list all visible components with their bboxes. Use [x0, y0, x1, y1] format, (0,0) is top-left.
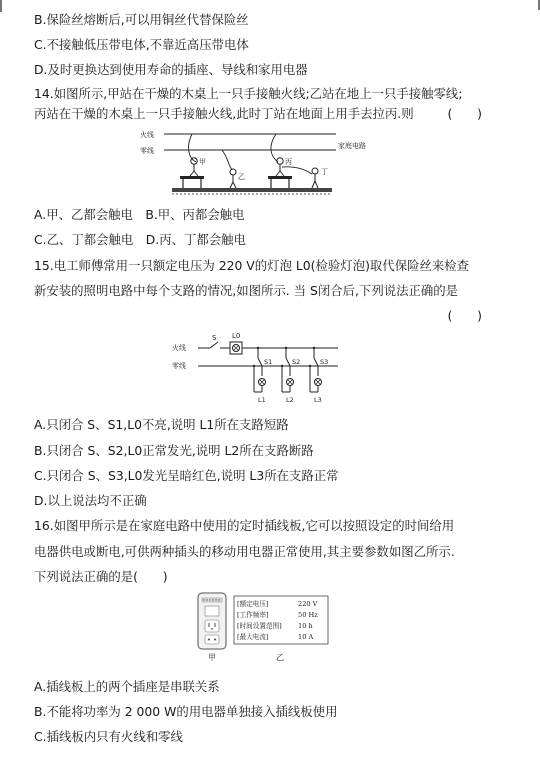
q15-switch-s1: S1: [264, 358, 273, 366]
q15-branch-2: [281, 347, 300, 404]
param-time-name: [时间设置范围]: [237, 622, 282, 630]
q15-branch-3: [309, 347, 328, 404]
prev-option-b: B.保险丝熔断后,可以用铜丝代替保险丝: [34, 12, 249, 27]
q14-circuit-label: 家庭电路: [338, 142, 366, 150]
q14-person-bing: 丙: [285, 158, 292, 166]
power-strip-icon: [198, 593, 226, 649]
param-frequency-name: [工作频率]: [237, 611, 269, 619]
q15-option-a: A.只闭合 S、S1,L0不亮,说明 L1所在支路短路: [34, 417, 289, 432]
prev-option-c: C.不接触低压带电体,不靠近高压带电体: [34, 37, 249, 52]
q16-option-c: C.插线板内只有火线和零线: [34, 729, 183, 744]
q16-label-yi: 乙: [276, 653, 284, 662]
param-voltage-value: 220 V: [298, 600, 318, 608]
q14-options-cd: C.乙、丁都会触电 D.丙、丁都会触电: [34, 232, 246, 247]
q15-lamp-l2: L2: [286, 396, 294, 404]
q16-option-a: A.插线板上的两个插座是串联关系: [34, 679, 220, 694]
q16-stem-line3: 下列说法正确的是( ): [34, 569, 168, 584]
page-corner-mark: [0, 0, 2, 12]
param-time-value: 10 h: [298, 622, 313, 630]
q16-stem-line2: 电器供电或断电,可供两种插头的移动用电器正常使用,其主要参数如图乙所示.: [34, 544, 455, 559]
q16-option-b: B.不能将功率为 2 000 W的用电器单独接入插线板使用: [34, 704, 338, 719]
q15-live-label: 火线: [172, 344, 186, 352]
q15-switch-s2: S2: [292, 358, 301, 366]
q15-switch-s3: S3: [320, 358, 329, 366]
q14-person-yi: 乙: [238, 173, 245, 181]
q15-stem-line2: 新安装的照明电路中每个支路的情况,如图所示. 当 S闭合后,下列说法正确的是: [34, 283, 459, 298]
q14-live-label: 火线: [140, 131, 154, 139]
q14-neutral-label: 零线: [140, 147, 154, 155]
q14-options-ab: A.甲、乙都会触电 B.甲、丙都会触电: [34, 207, 245, 222]
q15-answer-paren: ( ): [447, 308, 482, 323]
q15-stem-line1: 15.电工师傅常用一只额定电压为 220 V的灯泡 L0(检验灯泡)取代保险丝来检查: [34, 258, 470, 273]
q16-figure: [190, 590, 340, 662]
q15-option-d: D.以上说法均不正确: [34, 493, 147, 508]
q15-option-b: B.只闭合 S、S2,L0正常发光,说明 L2所在支路断路: [34, 443, 314, 458]
q15-branch-1: [253, 347, 272, 404]
q16-stem-line1: 16.如图甲所示是在家庭电路中使用的定时插线板,它可以按照设定的时间给用: [34, 518, 455, 533]
q14-figure: [136, 124, 396, 200]
prev-option-d: D.及时更换达到使用寿命的插座、导线和家用电器: [34, 62, 308, 77]
q15-lamp-l1: L1: [258, 396, 266, 404]
q15-figure: [168, 328, 348, 406]
param-current-value: 10 A: [298, 633, 314, 641]
q14-answer-paren: ( ): [447, 106, 482, 121]
param-current-name: [最大电流]: [237, 633, 269, 641]
q14-person-jia: 甲: [199, 158, 206, 166]
q15-lamp-l3: L3: [314, 396, 322, 404]
q14-stem-line2: 丙站在干燥的木桌上一只手接触火线,此时丁站在地面上用手去拉丙.则: [34, 106, 414, 121]
q15-switch-s: S: [212, 334, 217, 342]
q14-person-ding: 丁: [321, 168, 328, 176]
param-frequency-value: 50 Hz: [298, 611, 318, 619]
q16-label-jia: 甲: [208, 653, 216, 662]
q14-stem-line1: 14.如图所示,甲站在干燥的木桌上一只手接触火线;乙站在地上一只手接触零线;: [34, 86, 463, 101]
q15-lamp-l0: L0: [232, 332, 241, 340]
q15-neutral-label: 零线: [172, 362, 186, 370]
q15-option-c: C.只闭合 S、S3,L0发光呈暗红色,说明 L3所在支路正常: [34, 468, 339, 483]
param-voltage-name: [额定电压]: [237, 600, 269, 608]
